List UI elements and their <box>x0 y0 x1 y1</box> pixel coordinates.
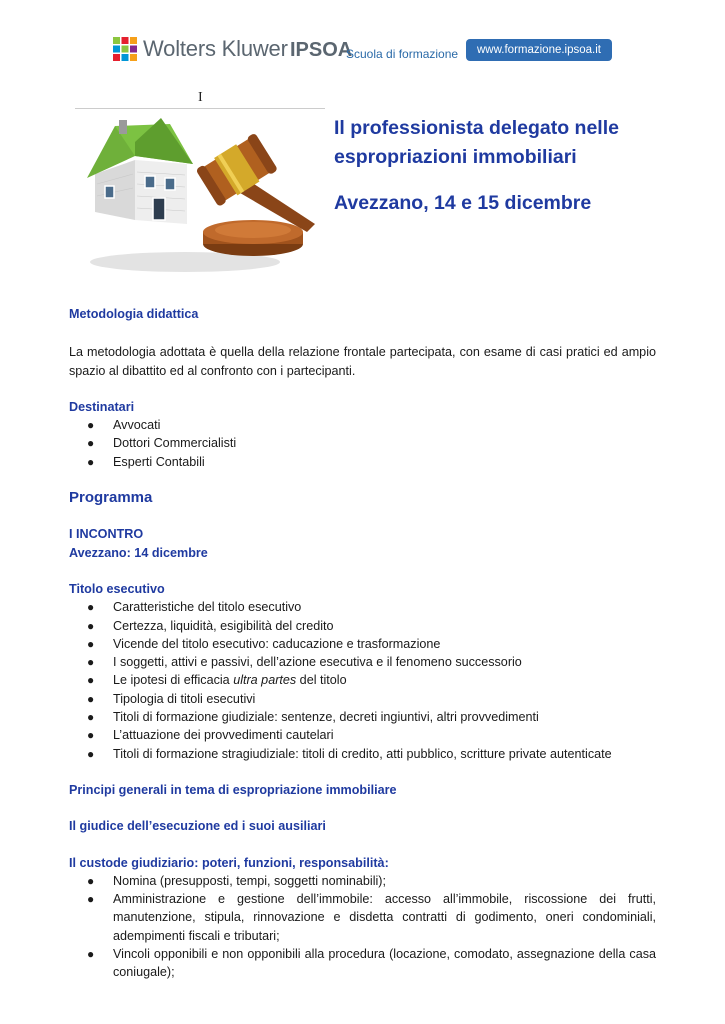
titolo-heading: Titolo esecutivo <box>69 581 165 596</box>
list-item: ● I soggetti, attivi e passivi, dell’azione esecutiva e il fenomeno successorio <box>69 653 656 671</box>
page-title: Il professionista delegato nelle espropriazioni immobiliari <box>334 117 619 168</box>
bullet-icon: ● <box>87 728 95 743</box>
meeting-label: I INCONTRO <box>69 527 144 542</box>
bullet-icon: ● <box>87 600 95 615</box>
house-and-gavel-icon <box>75 112 325 282</box>
list-item: ● Le ipotesi di efficacia ultra partes del titolo <box>69 671 656 689</box>
judge-heading: Il giudice dell’esecuzione ed i suoi ausiliari <box>69 819 326 834</box>
page-header <box>0 34 725 70</box>
bullet-icon: ● <box>87 746 95 761</box>
methodology-text: La metodologia adottata è quella della relazione frontale partecipata, con esame di casi pratici ed ampio spazio al dibattito ed al confronto con i partecipanti. <box>69 345 656 378</box>
list-item: ● L’attuazione dei provvedimenti cautelari <box>69 726 656 744</box>
bullet-icon: ● <box>87 673 95 688</box>
list-item: ● Vincoli opponibili e non opponibili alla procedura (locazione, comodato, assegnazione della casa coniugale); <box>87 947 656 980</box>
list-item: ● Dottori Commercialisti <box>69 434 656 452</box>
bullet-icon: ● <box>87 873 95 888</box>
list-item: ● Avvocati <box>69 416 656 434</box>
bullet-icon: ● <box>87 636 95 651</box>
document-body <box>69 305 656 982</box>
custodian-list <box>69 872 656 982</box>
divider <box>75 108 325 109</box>
bullet-icon: ● <box>87 710 95 725</box>
recipients-list <box>69 416 656 471</box>
event-place-date: Avezzano, 14 e 15 dicembre <box>334 192 592 214</box>
programme-heading: Programma <box>69 489 153 507</box>
roman-mark: I <box>198 90 203 105</box>
bullet-icon: ● <box>87 454 95 469</box>
list-item: ● Esperti Contabili <box>69 453 656 471</box>
list-item: ● Tipologia di titoli esecutivi <box>69 690 656 708</box>
meeting-date: Avezzano: 14 dicembre <box>69 545 208 560</box>
bullet-icon: ● <box>87 691 95 706</box>
list-item: ● Certezza, liquidità, esigibilità del credito <box>69 617 656 635</box>
bullet-icon: ● <box>87 418 95 433</box>
list-item: ● Caratteristiche del titolo esecutivo <box>69 598 656 616</box>
bullet-icon: ● <box>87 655 95 670</box>
sub-brand-tagline: Scuola di formazione <box>346 47 459 61</box>
list-item: ● Titoli di formazione stragiudiziale: titoli di credito, atti pubblico, scritture private autenticate <box>69 745 656 763</box>
wolters-kluwer-logo-icon <box>112 36 138 62</box>
bullet-icon: ● <box>87 436 95 451</box>
sub-brand: IPSOA <box>290 39 353 61</box>
recipients-heading: Destinatari <box>69 399 135 414</box>
list-item: ● Titoli di formazione giudiziale: sentenze, decreti ingiuntivi, altri provvedimenti <box>69 708 656 726</box>
custodian-heading: Il custode giudiziario: poteri, funzioni, responsabilità: <box>69 855 389 870</box>
list-item: ● Amministrazione e gestione dell’immobile: accesso all’immobile, riscossione dei frutti, manutenzione, stipula, rinnovazione e disdetta contratti di godimento, oneri condominiali, adempimenti fiscali e tributari; <box>87 892 656 943</box>
titolo-list <box>69 598 656 763</box>
brand-name: Wolters Kluwer <box>143 36 288 61</box>
principles-heading: Principi generali in tema di espropriazione immobiliare <box>69 782 397 797</box>
list-item: ● Vicende del titolo esecutivo: caducazione e trasformazione <box>69 635 656 653</box>
bullet-icon: ● <box>87 618 95 633</box>
bullet-icon: ● <box>87 947 95 962</box>
website-link[interactable]: www.formazione.ipsoa.it <box>466 39 612 61</box>
list-item: ● Nomina (presupposti, tempi, soggetti nominabili); <box>69 872 656 890</box>
bullet-icon: ● <box>87 892 95 907</box>
methodology-heading: Metodologia didattica <box>69 307 199 321</box>
